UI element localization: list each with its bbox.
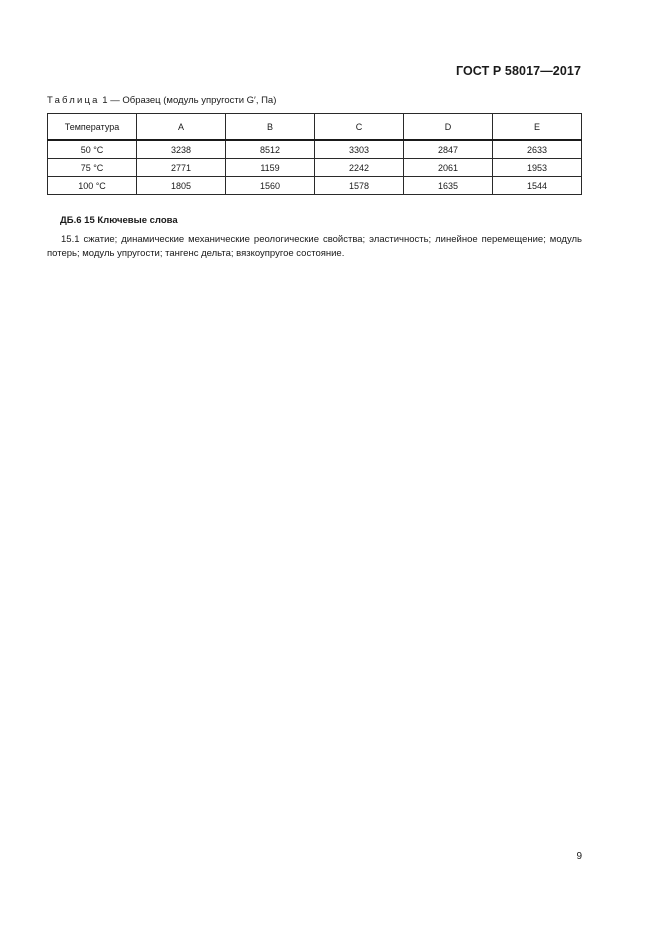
table-caption-title: 1 — Образец (модуль упругости G′, Па) [102, 95, 277, 106]
section-heading: ДБ.6 15 Ключевые слова [60, 215, 178, 226]
header-sample-b: B [226, 114, 315, 141]
header-sample-d: D [404, 114, 493, 141]
row-temperature: 50 °C [48, 140, 137, 159]
table-caption [47, 95, 276, 106]
row-temperature: 100 °C [48, 177, 137, 195]
row-temperature: 75 °C [48, 159, 137, 177]
modulus-table [47, 113, 582, 195]
table-caption-label: Таблица [47, 95, 100, 106]
header-sample-e: E [493, 114, 582, 141]
keywords-paragraph: 15.1 сжатие; динамические механические реологические свойства; эластичность; линейное перемещение; модуль потерь; модуль упругости; тангенс дельта; вязкоупругое состояние. [47, 234, 582, 259]
table-cell: 3238 [137, 140, 226, 159]
table-cell: 2633 [493, 140, 582, 159]
table-cell: 1544 [493, 177, 582, 195]
table-header-row [48, 114, 582, 141]
table-cell: 2061 [404, 159, 493, 177]
table-cell: 8512 [226, 140, 315, 159]
table-row [48, 140, 582, 159]
table-cell: 1560 [226, 177, 315, 195]
table-cell: 1159 [226, 159, 315, 177]
table-cell: 1805 [137, 177, 226, 195]
table-cell: 2771 [137, 159, 226, 177]
page-number: 9 [576, 851, 582, 862]
table-row [48, 159, 582, 177]
header-sample-a: A [137, 114, 226, 141]
table-cell: 2847 [404, 140, 493, 159]
header-sample-c: C [315, 114, 404, 141]
table-cell: 3303 [315, 140, 404, 159]
table-cell: 2242 [315, 159, 404, 177]
table-cell: 1578 [315, 177, 404, 195]
header-temperature: Температура [48, 114, 137, 141]
document-code: ГОСТ Р 58017—2017 [455, 64, 581, 78]
table-cell: 1953 [493, 159, 582, 177]
table-row [48, 177, 582, 195]
table-cell: 1635 [404, 177, 493, 195]
